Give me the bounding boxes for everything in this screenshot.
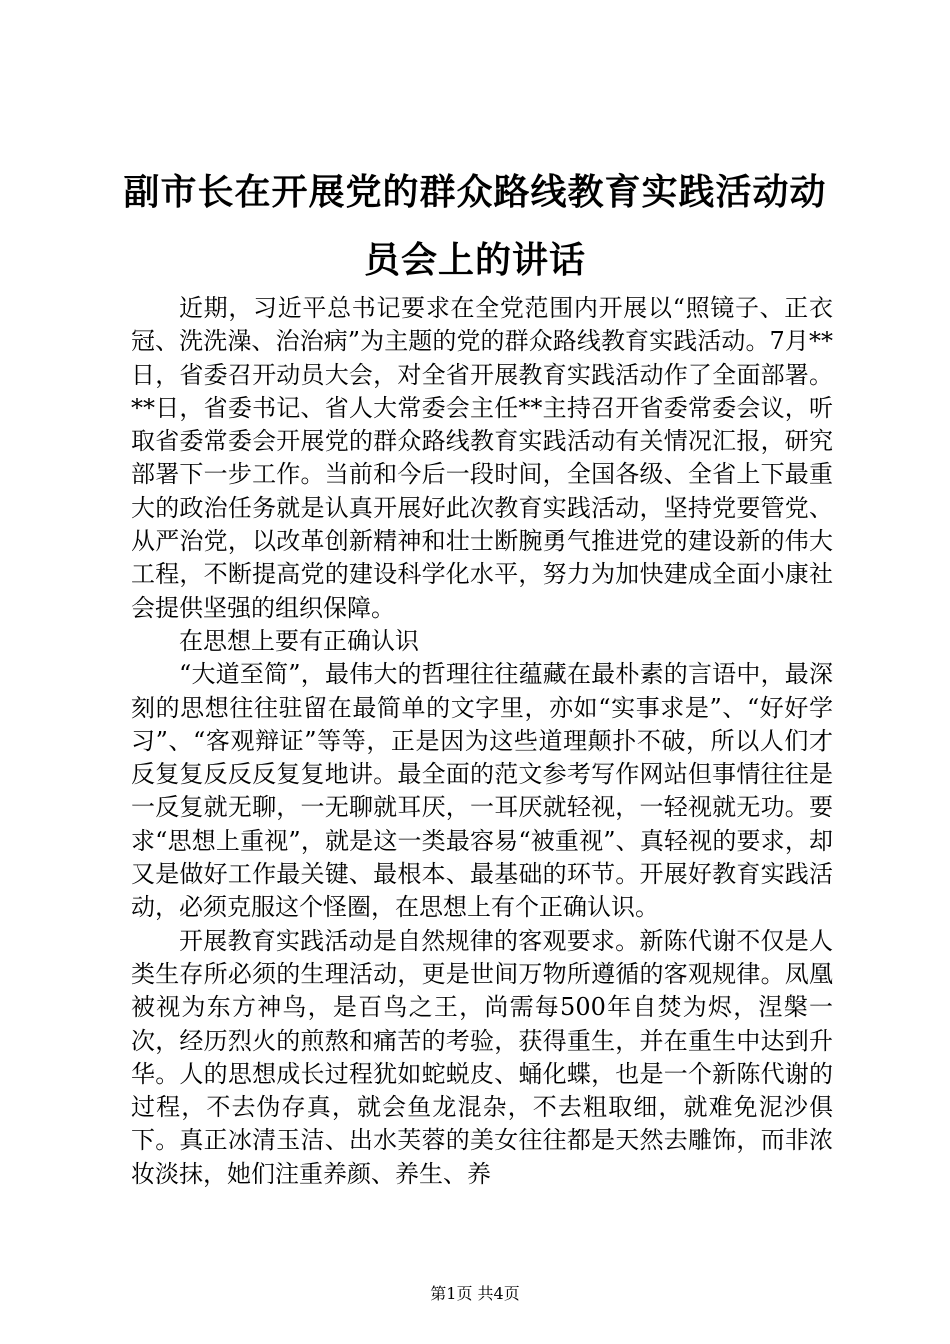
section-heading: 在思想上要有正确认识 <box>179 626 419 655</box>
paragraph-simplicity: “大道至简”，最伟大的哲理往往蕴藏在最朴素的言语中，最深刻的思想往往驻留在最简单的文字里，亦如“实事求是”、“好好学习”、“客观辩证”等等，正是因为这些道理颠扑不破，所以人们才反复复反反反复复地讲。最全面的范文参考写作网站但事情往往是一反复就无聊，一无聊就耳厌，一耳厌就轻视，一轻视就无功。要求“思想上重视”，就是这一类最容易“被重视”、真轻视的要求，却又是做好工作最关键、最根本、最基础的环节。开展好教育实践活动，必须克服这个怪圈，在思想上有个正确认识。 <box>131 660 833 922</box>
document-title: 副市长在开展党的群众路线教育实践活动动员会上的讲话 <box>123 171 827 281</box>
page-footer: 第1页 共4页 <box>430 1284 520 1303</box>
document-body <box>131 292 833 1191</box>
paragraph-intro: 近期，习近平总书记要求在全党范围内开展以“照镜子、正衣冠、洗洗澡、治治病”为主题的党的群众路线教育实践活动。7月**日，省委召开动员大会，对全省开展教育实践活动作了全面部署。**日，省委书记、省人大常委会主任**主持召开省委常委会议，听取省委常委会开展党的群众路线教育实践活动有关情况汇报，研究部署下一步工作。当前和今后一段时间，全国各级、全省上下最重大的政治任务就是认真开展好此次教育实践活动，坚持党要管党、从严治党，以改革创新精神和壮士断腕勇气推进党的建设新的伟大工程，不断提高党的建设科学化水平，努力为加快建成全面小康社会提供坚强的组织保障。 <box>131 294 833 622</box>
paragraph-natural-law: 开展教育实践活动是自然规律的客观要求。新陈代谢不仅是人类生存所必须的生理活动，更是世间万物所遵循的客观规律。凤凰被视为东方神鸟，是百鸟之王，尚需每500年自焚为烬，涅槃一次，经历烈火的煎熬和痛苦的考验，获得重生，并在重生中达到升华。人的思想成长过程犹如蛇蜕皮、蛹化蝶，也是一个新陈代谢的过程，不去伪存真，就会鱼龙混杂，不去粗取细，就难免泥沙俱下。真正冰清玉洁、出水芙蓉的美女往往都是天然去雕饰，而非浓妆淡抹，她们注重养颜、养生、养 <box>131 926 833 1188</box>
